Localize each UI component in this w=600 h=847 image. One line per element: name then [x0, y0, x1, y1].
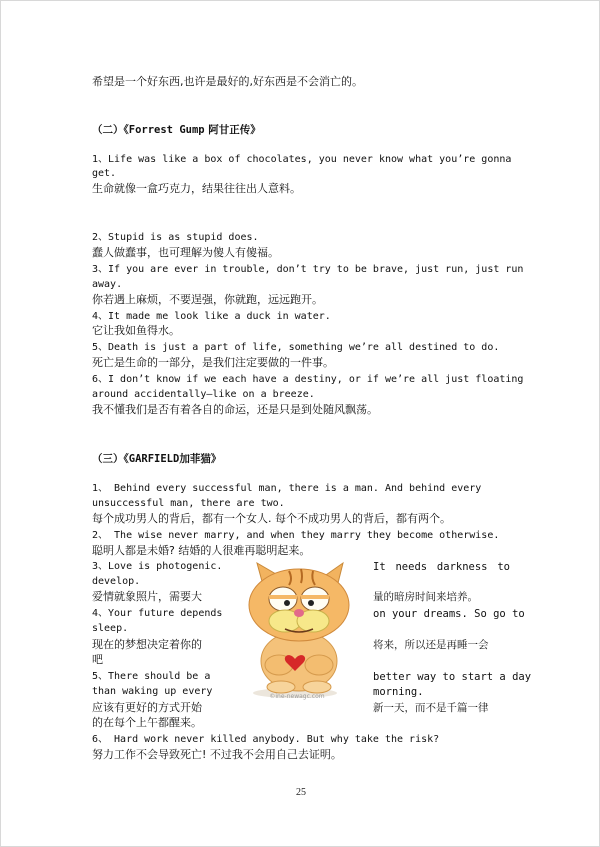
garfield-quote-5-zh-left: 应该有更好的方式开始	[92, 701, 202, 714]
quote-5-zh: 死亡是生命的一部分，是我们注定要做的一件事。	[92, 356, 334, 369]
quote-6-zh: 我不懂我们是否有着各自的命运，还是只是到处随风飘荡。	[92, 403, 378, 416]
quote-2-zh: 蠢人做蠢事，也可理解为傻人有傻福。	[92, 246, 279, 259]
garfield-quote-5-en-right: better way to start a day	[373, 671, 532, 683]
heading-title-en: GARFIELD	[128, 453, 180, 465]
garfield-quote-1-en-cont: unsuccessful man, there are two.	[92, 498, 285, 509]
garfield-quote-2-en: 2、 The wise never marry, and when they marry they become otherwise.	[92, 530, 500, 541]
garfield-illustration	[223, 559, 371, 701]
garfield-quote-3-en-right: It needs darkness to	[373, 561, 510, 573]
quote-1-en: 1、Life was like a box of chocolates, you never know what you’re gonna	[92, 154, 512, 165]
intro-text: 希望是一个好东西,也许是最好的,好东西是不会消亡的。	[92, 75, 363, 88]
garfield-quote-2-zh: 聪明人都是未婚? 结婚的人很难再聪明起来。	[92, 544, 311, 557]
garfield-quote-4-en-right: on your dreams. So go to	[373, 608, 525, 620]
garfield-quote-6-en: 6、 Hard work never killed anybody. But why take the risk?	[92, 734, 440, 745]
garfield-quote-3-zh-right: 量的暗房时间来培养。	[373, 591, 478, 603]
garfield-figure-image	[223, 559, 371, 701]
quote-text: 1、 Behind every successful man, there is a man. And behind every	[92, 483, 482, 494]
quote-3-en-cont: away.	[92, 279, 123, 290]
image-watermark: ©ine-newagc.com	[269, 693, 325, 700]
quote-3-en: 3、If you are ever in trouble, don’t try to be brave, just run, just run	[92, 264, 524, 275]
quote-4-en: 4、It made me look like a duck in water.	[92, 311, 331, 322]
heading-title-en: Forrest Gump	[128, 124, 205, 136]
garfield-quote-5-en-left: 5、There should be a	[92, 671, 211, 682]
heading-prefix: （三）《	[92, 453, 129, 465]
garfield-quote-5-zh-right: 新一天，而不是千篇一律	[373, 702, 489, 714]
garfield-quote-5-en-cont-right: morning.	[373, 686, 424, 698]
page-number: 25	[296, 787, 306, 798]
section-heading-forrest-gump	[92, 123, 261, 137]
quote-1-zh: 生命就像一盒巧克力，结果往往出人意料。	[92, 182, 301, 195]
quote-2-en: 2、Stupid is as stupid does.	[92, 232, 259, 243]
garfield-quote-3-en-left: 3、Love is photogenic.	[92, 561, 223, 572]
heading-title-zh: 阿甘正传》	[204, 124, 261, 136]
garfield-quote-4-en-left: 4、Your future depends	[92, 608, 223, 619]
section-heading-garfield	[92, 452, 221, 466]
quote-1-en-cont: get.	[92, 168, 117, 179]
garfield-quote-3-en-cont: develop.	[92, 576, 141, 587]
quote-5-en: 5、Death is just a part of life, something we’re all destined to do.	[92, 342, 500, 353]
garfield-quote-4-zh-right: 将来，所以还是再睡一会	[373, 639, 489, 651]
garfield-quote-3-zh-left: 爱情就象照片，需要大	[92, 590, 202, 603]
garfield-quote-6-zh: 努力工作不会导致死亡! 不过我不会用自己去证明。	[92, 748, 342, 761]
garfield-quote-4-zh-left: 现在的梦想决定着你的	[92, 638, 202, 651]
quote-3-zh: 你若遇上麻烦，不要逞强，你就跑，远远跑开。	[92, 293, 323, 306]
quote-6-en-cont: around accidentally—like on a breeze.	[92, 389, 315, 400]
heading-title-zh: 加菲猫》	[179, 453, 222, 465]
garfield-quote-5-en-cont-left: than waking up every	[92, 686, 213, 697]
garfield-quote-1-en	[92, 482, 510, 496]
quote-6-en: 6、I don’t know if we each have a destiny, or if we’re all just floating	[92, 374, 524, 385]
garfield-quote-1-zh: 每个成功男人的背后，都有一个女人. 每个不成功男人的背后，都有两个。	[92, 512, 451, 525]
garfield-quote-4-zh-cont: 吧	[92, 653, 103, 666]
quote-4-zh: 它让我如鱼得水。	[92, 324, 180, 337]
garfield-quote-4-en-cont: sleep.	[92, 623, 129, 634]
heading-prefix: （二）《	[92, 124, 129, 136]
garfield-quote-5-zh-cont: 的在每个上午都醒来。	[92, 716, 202, 729]
